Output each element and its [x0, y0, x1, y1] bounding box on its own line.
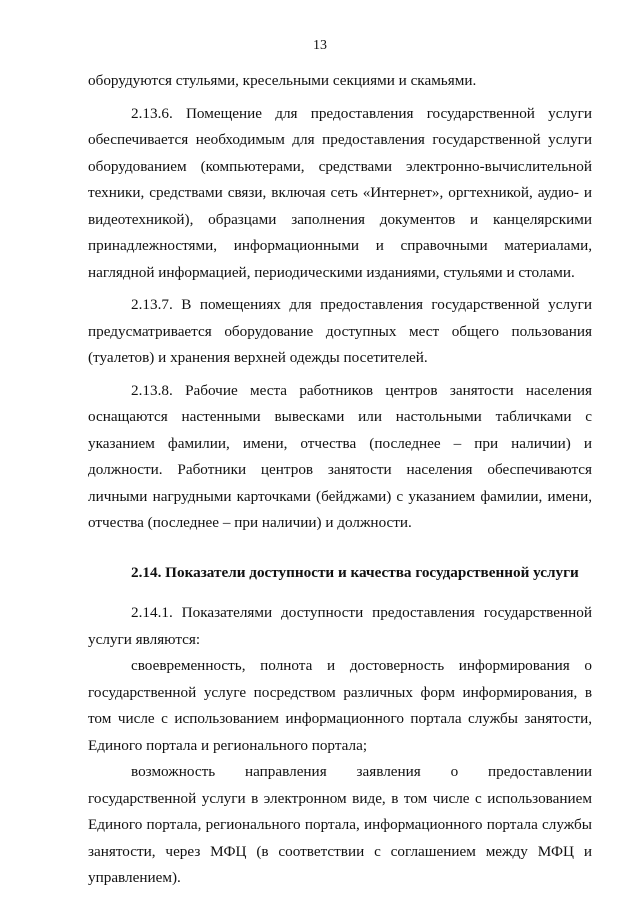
paragraph-2-13-8: 2.13.8. Рабочие места работников центров занятости населения оснащаются настенными вывесками или настольными табличками с указанием фамилии, имени, отчества (последнее – при наличии) и должности. Работники центров занятости населения обеспечиваются личными нагрудными карточками (бейджами) с указанием фамилии, имени, отчества (последнее – при наличии) и должности.	[88, 381, 592, 531]
document-body	[88, 68, 592, 892]
paragraph-2-14-1: 2.14.1. Показателями доступности предоставления государственной услуги являются:	[88, 604, 592, 648]
section-heading-2-14: 2.14. Показатели доступности и качества государственной услуги	[131, 563, 579, 581]
page-number: 13	[313, 38, 327, 53]
paragraph-2-13-7: 2.13.7. В помещениях для предоставления государственной услуги предусматривается оборудование доступных мест общего пользования (туалетов) и хранения верхней одежды посетителей.	[88, 296, 592, 366]
paragraph-continuation: оборудуются стульями, кресельными секциями и скамьями.	[88, 72, 477, 89]
paragraph-2-13-6: 2.13.6. Помещение для предоставления государственной услуги обеспечивается необходимым для предоставления государственной услуги оборудованием (компьютерами, средствами электронно-вычислительной техники, средствами связи, включая сеть «Интернет», оргтехникой, аудио- и видеотехникой), образцами заполнения документов и канцелярскими принадлежностями, информационными и справочными материалами, наглядной информацией, периодическими изданиями, стульями и столами.	[88, 104, 592, 281]
paragraph-timeliness: своевременность, полнота и достоверность информирования о государственной услуге посредством различных форм информирования, в том числе с использованием информационного портала службы занятости, Единого портала и регионального портала;	[88, 657, 592, 754]
paragraph-electronic-submission: возможность направления заявления о предоставлении государственной услуги в электронном виде, в том числе с использованием Единого портала, регионального портала, информационного портала службы занятости, через МФЦ (в соответствии с соглашением между МФЦ и управлением).	[88, 763, 592, 886]
